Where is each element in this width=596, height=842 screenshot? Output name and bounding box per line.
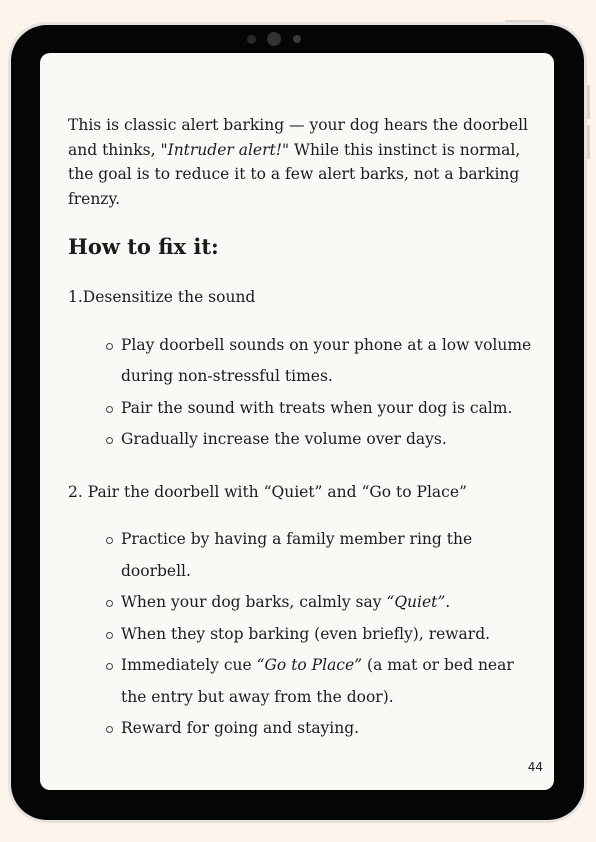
list-item: Practice by having a family member ring the doorbell. (121, 524, 538, 587)
tablet-frame (11, 25, 584, 820)
list-item-text: Immediately cue (121, 656, 257, 674)
page-content (68, 113, 538, 745)
list-item (121, 650, 538, 713)
section-heading: How to fix it: (68, 234, 219, 259)
ebook-page[interactable] (40, 53, 554, 790)
list-item-text: . (445, 593, 451, 611)
volume-down-button[interactable] (587, 125, 590, 159)
sensor-icon (247, 35, 256, 44)
list-item: When they stop barking (even briefly), reward. (121, 619, 538, 651)
step-1-list (68, 330, 538, 456)
list-item: Gradually increase the volume over days. (121, 424, 538, 456)
step-2-list (68, 524, 538, 745)
top-button[interactable] (505, 20, 545, 23)
intro-text-continued: While this instinct is normal, the goal is to reduce it to a few alert barks, not a barking frenzy. (68, 140, 521, 208)
camera-icon (267, 32, 281, 46)
page-number: 44 (527, 760, 543, 774)
list-item-emphasis: “Quiet” (386, 593, 446, 611)
intro-paragraph (68, 113, 538, 211)
light-sensor-icon (293, 35, 301, 43)
step-2-title: 2. Pair the doorbell with “Quiet” and “Go to Place” (68, 482, 467, 501)
list-item-emphasis: “Go to Place” (256, 656, 363, 674)
volume-up-button[interactable] (587, 85, 590, 119)
list-item: Play doorbell sounds on your phone at a low volume during non-stressful times. (121, 330, 538, 393)
intro-quote: "Intruder alert!" (160, 140, 290, 159)
list-item: Reward for going and staying. (121, 713, 538, 745)
list-item (121, 587, 538, 619)
list-item-text: (a mat or bed near the entry but away from the door). (121, 656, 514, 706)
step-1-title: 1.Desensitize the sound (68, 288, 256, 306)
list-item-text: When your dog barks, calmly say (121, 593, 387, 611)
list-item: Pair the sound with treats when your dog is calm. (121, 393, 538, 425)
intro-text: This is classic alert barking — your dog hears the doorbell and thinks, (68, 116, 528, 159)
